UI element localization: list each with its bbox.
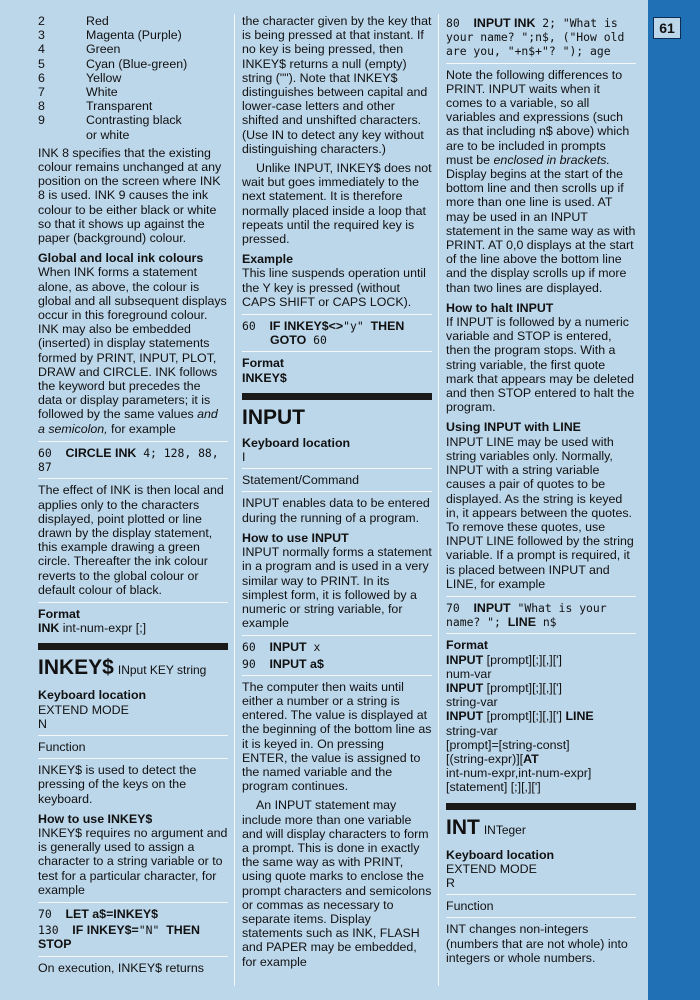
section-bar (38, 643, 228, 650)
rule (446, 917, 636, 918)
rule (38, 758, 228, 759)
rule (446, 894, 636, 895)
heading-how-to-halt-input: How to halt INPUT (446, 300, 554, 315)
rule (38, 902, 228, 903)
column-divider (234, 14, 235, 986)
code-line: 60 IF INKEY$<>"y" THEN GOTO 60 (242, 319, 405, 348)
rule (242, 314, 432, 315)
code-line: 90 INPUT a$ (242, 656, 324, 671)
color-name: Green (86, 42, 121, 57)
color-name: Magenta (Purple) (86, 28, 182, 43)
keyboard-mode: EXTEND MODE (38, 702, 129, 717)
keyboard-mode: EXTEND MODE (446, 861, 537, 876)
format-line: [statement] [;][,]['] (446, 780, 541, 795)
paragraph: INPUT LINE may be used with string variables only. Normally, INPUT with a string variable causes a pair of quotes to be displayed. As the string is keyed in, it appears between the quotes. To remove these quotes, use INPUT LINE followed by the string variable. If a prompt is required, it is placed between INPUT and LINE, for example (446, 434, 634, 591)
paragraph: INKEY$ requires no argument and is generally used to assign a character to a string variable or to test for a particular character, for example (38, 825, 228, 897)
paragraph: INK 8 specifies that the existing colour remains unchanged at any position on the screen where INK 8 is used. INK 9 causes the ink colour to be either black or white so that it shows up against the paper (background) colour. (38, 145, 222, 246)
code-line: 60 CIRCLE INK 4; 128, 88, 87 (38, 445, 219, 475)
format-line: int-num-expr,int-num-expr] (446, 766, 592, 781)
paragraph: INPUT enables data to be entered during the running of a program. (242, 496, 430, 525)
keyboard-key: R (446, 875, 455, 890)
heading-how-to-use-inkey: How to use INKEY$ (38, 811, 153, 826)
code-line: 70 INPUT "What is your name? "; LINE n$ (446, 600, 607, 630)
function-label: Function (38, 739, 86, 754)
heading-format: Format (242, 356, 284, 371)
format-line: INKEY$ (242, 370, 287, 385)
heading-input-with-line: Using INPUT with LINE (446, 420, 581, 435)
color-number: 5 (38, 56, 45, 71)
code-line: 130 IF INKEY$="N" THEN STOP (38, 923, 200, 952)
heading-format: Format (38, 606, 80, 621)
column-1 (38, 14, 228, 980)
section-title-input: INPUT (242, 405, 305, 429)
color-number: 6 (38, 70, 45, 85)
side-color-strip (648, 0, 700, 1000)
heading-example: Example (242, 252, 293, 267)
paragraph: When INK forms a statement alone, as above, the colour is global and all subsequent displays occur in this foreground colour. INK may also be embedded (inserted) in display statements formed by PRINT, INPUT, PLOT, DRAW and CIRCLE. INK follows the keyword but precedes the data or display parameters; it is followed by the same values and a semicolon, for example (38, 265, 227, 436)
rule (446, 63, 636, 64)
paragraph: This line suspends operation until the Y key is pressed (without CAPS SHIFT or CAPS LOCK). (242, 266, 426, 309)
rule (38, 956, 228, 957)
rule (38, 602, 228, 603)
color-name: White (86, 85, 118, 100)
paragraph: INPUT normally forms a statement in a program and is used in a very similar way to PRINT. In its simplest form, it is followed by a numeric or string variable, for example (242, 545, 432, 631)
paragraph: The computer then waits until either a number or a string is entered. The value is displayed at the beginning of the bottom line as it is keyed in. On pressing ENTER, the value is assigned to the named variable and the program continues. (242, 679, 432, 794)
color-name: Red (86, 14, 109, 28)
code-line: 70 LET a$=INKEY$ (38, 906, 159, 921)
heading-how-to-use-input: How to use INPUT (242, 530, 349, 545)
color-number: 8 (38, 99, 45, 114)
heading-keyboard-location: Keyboard location (446, 847, 555, 862)
column-2 (242, 14, 432, 974)
page-number: 61 (653, 17, 681, 39)
code-line: 80 INPUT INK 2; "What is your name? ";n$, ("How old are you, "+n$+"? "); age (446, 16, 625, 59)
format-line: INPUT [prompt][;][,]['] num-var (446, 652, 562, 681)
keyboard-key: I (242, 450, 246, 465)
format-line: INPUT [prompt][;][,]['] string-var (446, 680, 562, 710)
ink-color-list (38, 14, 228, 142)
function-label: Function (446, 899, 494, 914)
rule (242, 491, 432, 492)
rule (242, 675, 432, 676)
rule (38, 735, 228, 736)
format-line: INK int-num-expr [;] (38, 621, 147, 636)
color-number (38, 128, 86, 142)
paragraph: The effect of INK is then local and applies only to the characters displayed, point plotted or line drawn by the display statement, this example drawing a green circle. Thereafter the ink colour reverts to the global colour or default colour of black. (38, 483, 224, 597)
color-name: Yellow (86, 70, 122, 85)
rule (242, 351, 432, 352)
color-number: 7 (38, 85, 45, 100)
color-number: 4 (38, 42, 45, 57)
paragraph: Unlike INPUT, INKEY$ does not wait but goes immediately to the next statement. It is therefore normally placed inside a loop that repeats until the required key is pressed. (242, 161, 432, 247)
rule (446, 633, 636, 634)
rule (38, 478, 228, 479)
color-name: Contrasting black (86, 113, 182, 128)
format-line: INPUT [prompt][;][,]['] LINE string-var (446, 709, 594, 738)
keyboard-key: N (38, 716, 47, 731)
rule (38, 441, 228, 442)
color-name: Transparent (86, 99, 153, 114)
color-number: 9 (38, 113, 45, 128)
paragraph: the character given by the key that is being pressed at that instant. If no key is being pressed, then INKEY$ returns a null (empty) string (""). Note that INKEY$ distinguishes between capital and lower-case letters and other shifted and unshifted characters. (Use IN to detect any key without distinguishing characters.) (242, 14, 432, 156)
rule (242, 635, 432, 636)
statement-label: Statement/Command (242, 473, 360, 488)
section-bar (446, 803, 636, 810)
paragraph: An INPUT statement may include more than one variable and will display characters to form a prompt. This is done in exactly the same way as with PRINT, using quote marks to enclose the prompt characters and semicolons or commas as necessary to separate items. Display statements such as INK, FLASH and PAPER may be embedded, for example (242, 798, 432, 969)
section-title-inkey: INKEY$ INput KEY string (38, 656, 207, 680)
paragraph: On execution, INKEY$ returns (38, 960, 204, 975)
heading-keyboard-location: Keyboard location (242, 435, 351, 450)
heading-keyboard-location: Keyboard location (38, 688, 147, 703)
color-name: or white (86, 127, 130, 142)
format-line: [(string-expr)][AT (446, 751, 539, 766)
section-title-int: INT INTeger (446, 815, 526, 839)
column-divider (438, 14, 439, 986)
heading-global-local: Global and local ink colours (38, 251, 204, 266)
color-number: 3 (38, 28, 45, 43)
rule (242, 468, 432, 469)
paragraph: Note the following differences to PRINT. INPUT waits when it comes to a variable, so all variables and expressions (such as that including n$ above) which are to be included in prompts must be enclosed in brackets. Display begins at the start of the bottom line and then scrolls up if more than one line is used. AT may be used in an INPUT statement in the same way as with PRINT. AT 0,0 displays at the start of the line above the bottom line and the display scrolls up if more than two lines are displayed. (446, 67, 636, 295)
column-3 (446, 14, 636, 970)
paragraph: INT changes non-integers (numbers that are not whole) into integers or whole numbers. (446, 922, 628, 965)
color-name: Cyan (Blue-green) (86, 56, 188, 71)
format-line: [prompt]=[string-const] (446, 737, 570, 752)
paragraph: INKEY$ is used to detect the pressing of the keys on the keyboard. (38, 763, 197, 806)
section-bar (242, 393, 432, 400)
paragraph: If INPUT is followed by a numeric variable and STOP is entered, then the program stops. With a string variable, the first quote mark that appears may be deleted and then STOP entered to halt the program. (446, 315, 635, 415)
heading-format: Format (446, 638, 488, 653)
code-line: 60 INPUT x (242, 640, 321, 655)
rule (446, 596, 636, 597)
color-number: 2 (38, 14, 45, 28)
